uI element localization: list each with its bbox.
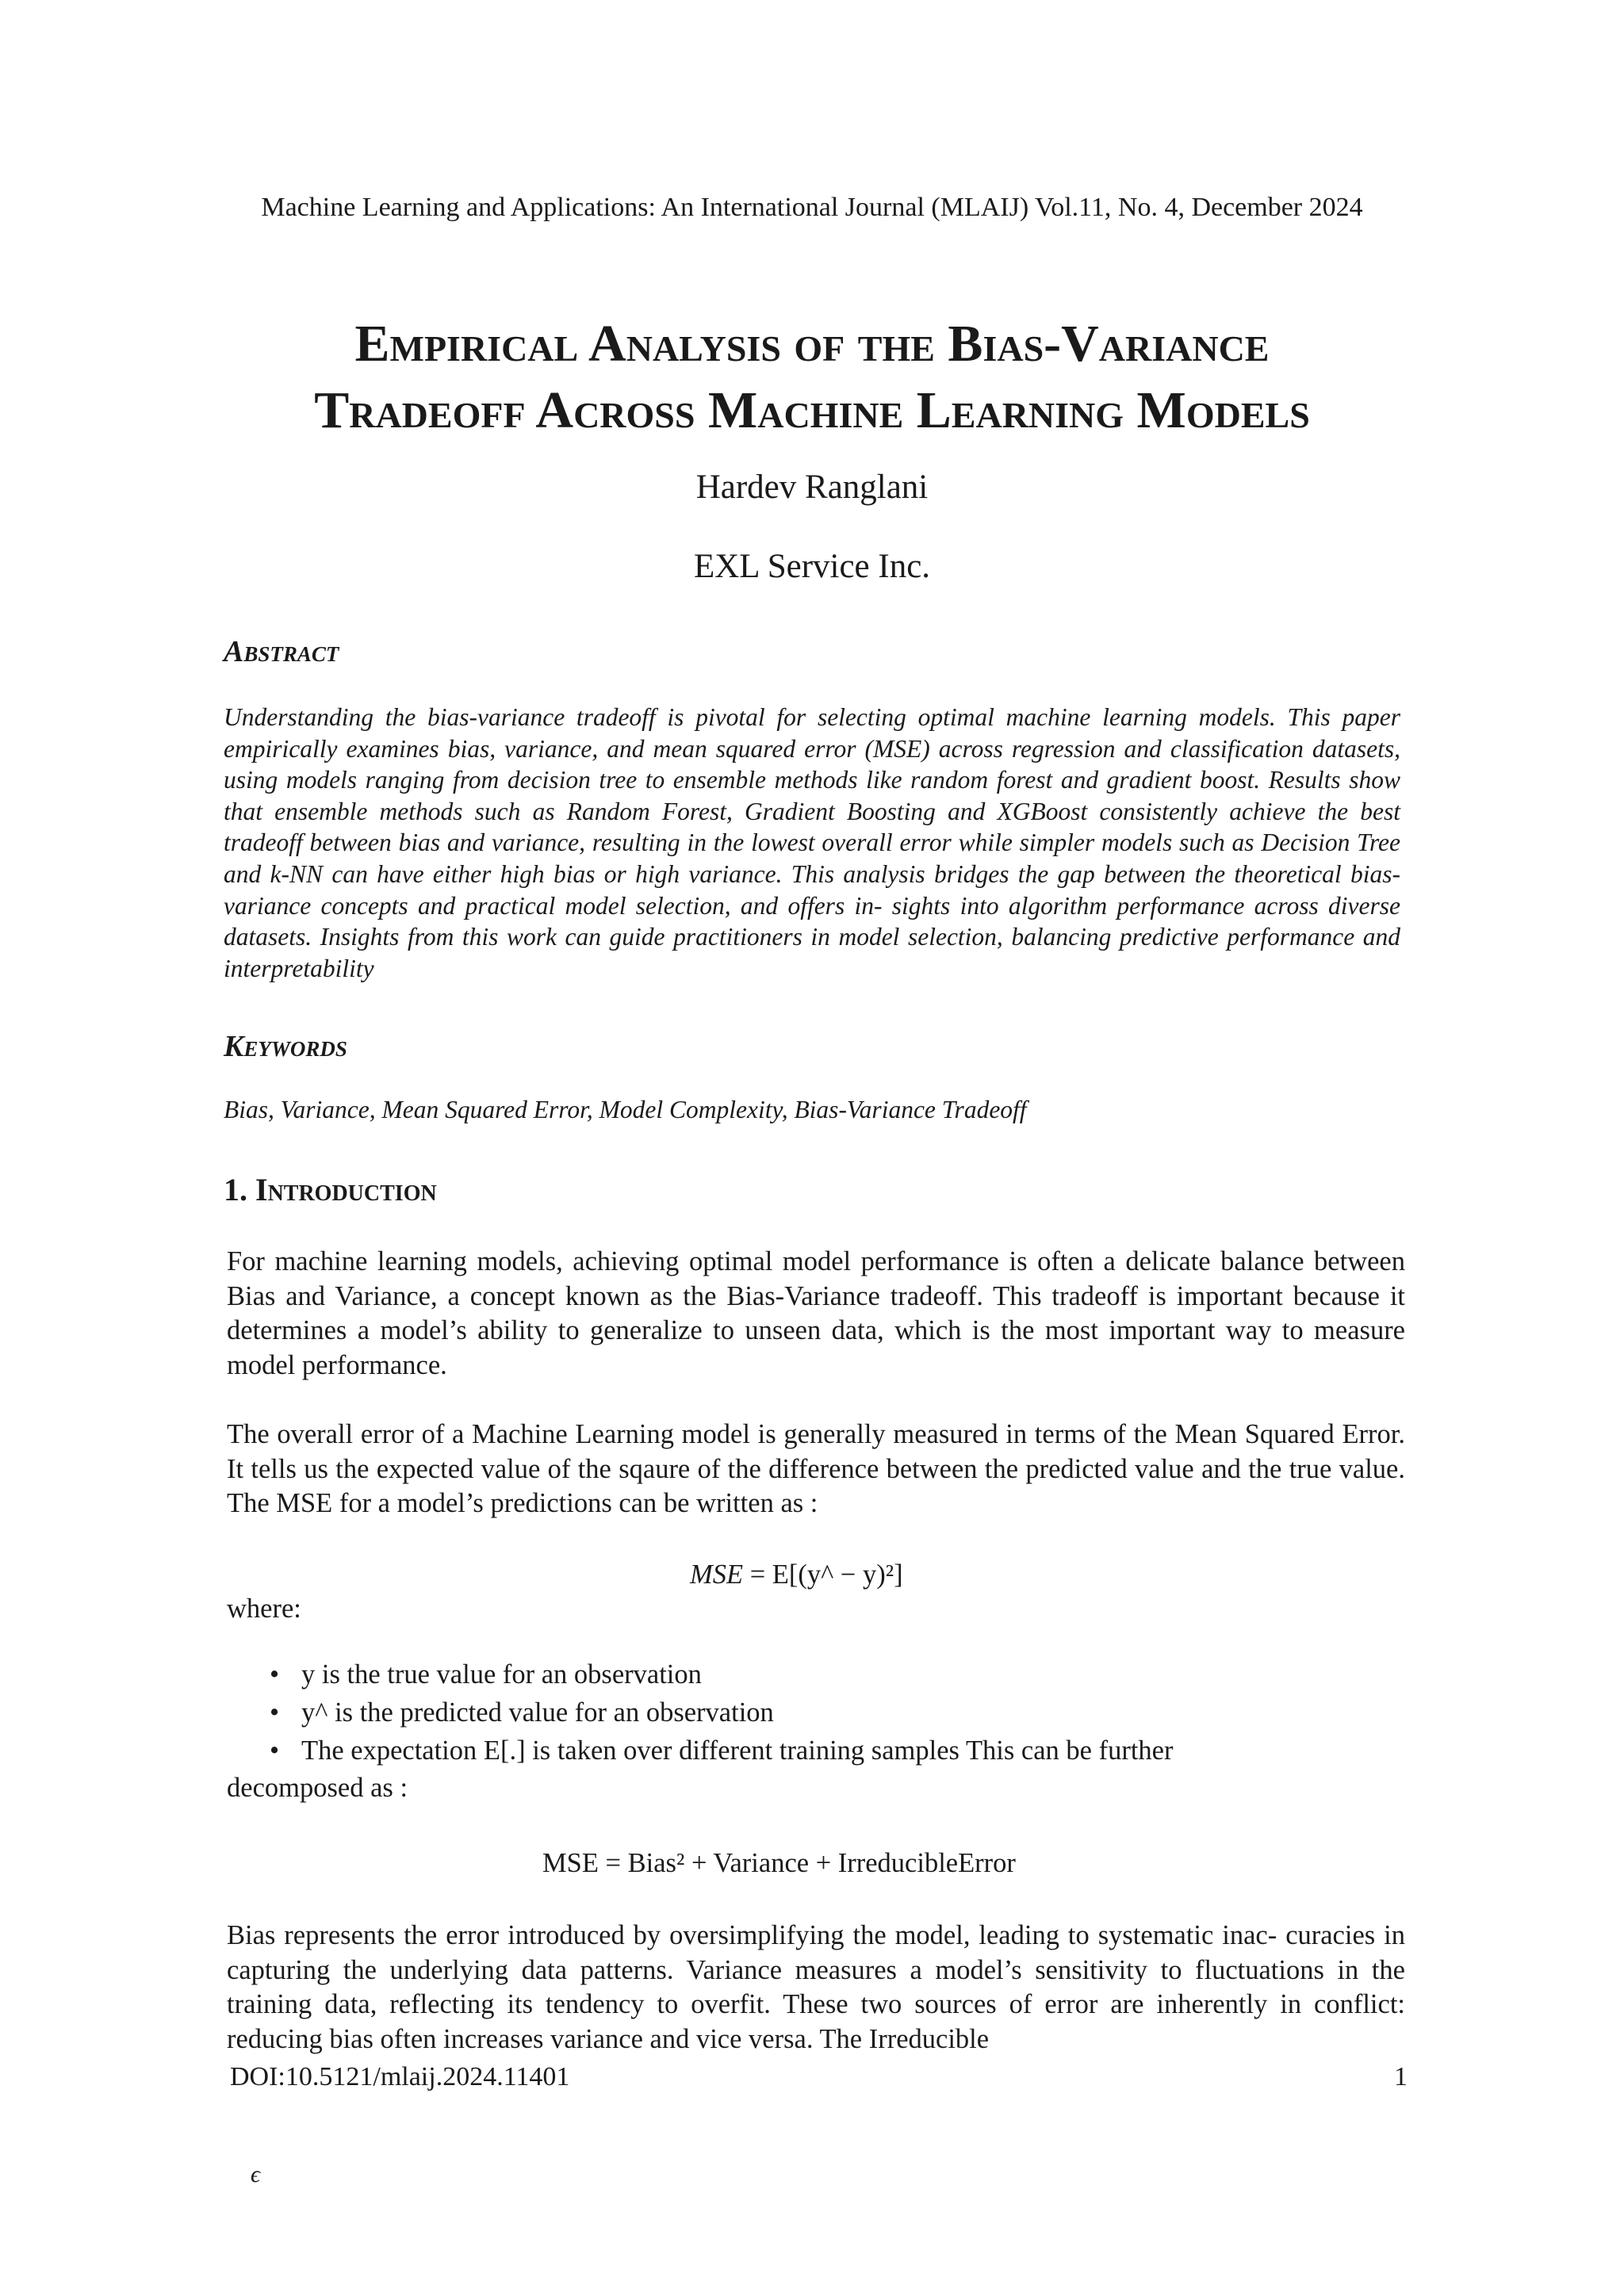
abstract-heading: Abstract bbox=[224, 635, 339, 668]
keywords-text: Bias, Variance, Mean Squared Error, Model Complexity, Bias-Variance Tradeoff bbox=[224, 1096, 1027, 1123]
paper-title bbox=[0, 311, 1624, 444]
list-item-text: y^ is the predicted value for an observation bbox=[301, 1697, 774, 1728]
abstract-text: Understanding the bias-variance tradeoff is pivotal for selecting optimal machine learning models. This paper empirically examines bias, variance, and mean squared error (MSE) across regression and classification datasets, using models ranging from decision tree to ensemble methods like random forest and gradient boost. Results show that ensemble methods such as Random Forest, Gradient Boosting and XGBoost consistently achieve the best tradeoff between bias and variance, resulting in the lowest overall error while simpler models such as Decision Tree and k-NN can have either high bias or high variance. This analysis bridges the gap between the theoretical bias-variance concepts and practical model selection, and offers in- sights into algorithm performance across diverse datasets. Insights from this work can guide practitioners in model selection, balancing predictive performance and interpretability bbox=[224, 703, 1400, 982]
mse-decomposition-equation: MSE = Bias² + Variance + IrreducibleError bbox=[542, 1848, 1016, 1878]
paragraph-text: decomposed as : bbox=[227, 1773, 408, 1803]
paragraph-text: Bias represents the error introduced by oversimplifying the model, leading to systematic inac- curacies in capturing the underlying data patterns. Variance measures a model’s sensitivity to fluctuations in the training data, reflecting its tendency to overfit. These two sources of error are inherently in conflict: reducing bias often increases variance and vice versa. The Irreducible bbox=[227, 1920, 1405, 2054]
equation-rhs: = E[(y^ − y)²] bbox=[743, 1559, 903, 1590]
keywords-heading: Keywords bbox=[224, 1030, 347, 1063]
paragraph-text: The overall error of a Machine Learning model is generally measured in terms of the Mean Squared Error. It tells us the expected value of the sqaure of the difference between the predicted value and the true value. The MSE for a model’s predictions can be written as : bbox=[227, 1419, 1405, 1518]
bullet-icon: • bbox=[270, 1697, 280, 1728]
bullet-icon: • bbox=[270, 1659, 280, 1689]
intro-paragraph-2 bbox=[227, 1418, 1405, 1521]
list-item bbox=[270, 1732, 1380, 1770]
list-item-text: y is the true value for an observation bbox=[301, 1659, 702, 1689]
decomposed-label bbox=[227, 1771, 1405, 1806]
list-item bbox=[270, 1693, 1380, 1732]
bullet-icon: • bbox=[270, 1735, 280, 1766]
journal-header: Machine Learning and Applications: An International Journal (MLAIJ) Vol.11, No. 4, December 2024 bbox=[261, 193, 1363, 222]
list-item-text: The expectation E[.] is taken over different training samples This can be further bbox=[301, 1735, 1174, 1766]
where-label bbox=[227, 1592, 1405, 1627]
author-name: Hardev Ranglani bbox=[695, 469, 929, 506]
mse-equation bbox=[690, 1557, 903, 1592]
page-number: 1 bbox=[1394, 2062, 1408, 2091]
intro-paragraph-3 bbox=[227, 1919, 1405, 2057]
author-affiliation: EXL Service Inc. bbox=[693, 548, 931, 585]
doi-footer: DOI:10.5121/mlaij.2024.11401 bbox=[230, 2062, 570, 2091]
equation-lhs: MSE bbox=[690, 1559, 744, 1590]
title-line-2: Tradeoff Across Machine Learning Models bbox=[314, 381, 1310, 439]
footer-mark: ϵ bbox=[251, 2161, 261, 2187]
paragraph-text: For machine learning models, achieving optimal model performance is often a delicate balance between Bias and Variance, a concept known as the Bias-Variance tradeoff. This tradeoff is important because it determines a model’s ability to generalize to unseen data, which is the most important way to measure model performance. bbox=[227, 1246, 1405, 1380]
definition-list bbox=[270, 1655, 1380, 1770]
intro-paragraph-1 bbox=[227, 1245, 1405, 1383]
list-item bbox=[270, 1655, 1380, 1693]
title-line-1: Empirical Analysis of the Bias-Variance bbox=[354, 315, 1270, 373]
paragraph-text: where: bbox=[227, 1594, 301, 1624]
section-heading-introduction: 1. Introduction bbox=[224, 1172, 437, 1207]
